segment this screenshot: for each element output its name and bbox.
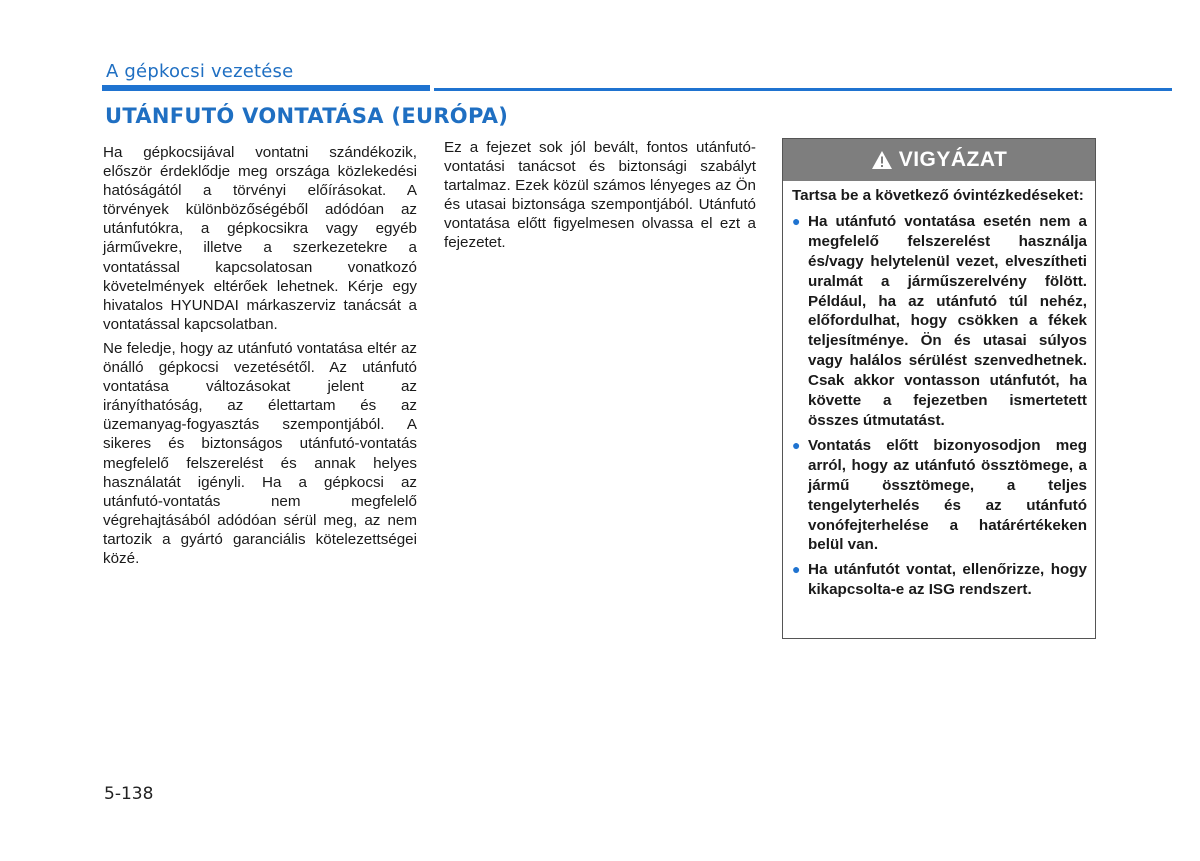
warning-bullet-text: Ha utánfutót vontat, ellenőrizze, hogy kikapcsolta-e az ISG rendszert.: [808, 561, 1087, 599]
paragraph: Ha gépkocsijával vontatni szándékozik, először érdeklődje meg országa közlekedési hatóságától a törvényi előírásokat. A törvények különbözőségéből adódóan az utánfutókra, a gépkocsikra vagy egyéb járművekre, illetve a szerkezetekre a vontatással kapcsolatosan vonatkozó követelmények eltérőek lehetnek. Kérje egy hivatalos HYUNDAI márkaszerviz tanácsát a vontatással kapcsolatban.: [103, 144, 417, 333]
warning-intro: Tartsa be a következő óvintézkedéseket:: [792, 187, 1084, 204]
paragraph: Ez a fejezet sok jól bevált, fontos utánfutó-vontatási tanácsot és biztonsági szabályt tartalmaz. Ezek közül számos lényeges az Ön és utasai biztonsága szempontjából. Utánfutó vontatása előtt figyelmesen olvassa el ezt a fejezetet.: [444, 139, 756, 252]
bullet-icon: ●: [792, 436, 801, 453]
page-title: UTÁNFUTÓ VONTATÁSA (EURÓPA): [105, 104, 509, 128]
warning-bullet-text: Ha utánfutó vontatása esetén nem a megfelelő felszerelést használja és/vagy helytelenül vezet, elveszítheti uralmát a járműszerelvény fölött. Például, ha az utánfutó túl nehéz, előfordulhat, hogy csökken a fékek teljesítménye. Ön és utasai súlyos vagy halálos sérülést szenvedhetnek. Csak akkor vontasson utánfutót, ha követte a fejezetben ismertetett összes útmutatást.: [808, 212, 1087, 429]
header-rule-thick: [102, 85, 430, 91]
warning-header: [783, 139, 1095, 181]
text-column-left: [103, 143, 417, 573]
text-column-middle: [444, 138, 756, 258]
warning-bullet: [792, 436, 1087, 555]
warning-triangle-icon: [871, 150, 893, 170]
bullet-icon: ●: [792, 561, 801, 578]
warning-bullet-text: Vontatás előtt bizonyosodjon meg arról, hogy az utánfutó össztömege, a jármű össztömege, a teljes tengelyterhelés és az utánfutó vonófejterhelése a határértékeken belül van.: [808, 436, 1087, 554]
warning-box: [782, 138, 1096, 639]
page-number: 5-138: [104, 784, 154, 804]
warning-bullet: [792, 560, 1087, 600]
warning-bullet: [792, 212, 1087, 431]
section-header: A gépkocsi vezetése: [106, 61, 294, 82]
header-rule-thin: [434, 88, 1172, 91]
paragraph: Ne feledje, hogy az utánfutó vontatása eltér az önálló gépkocsi vezetésétől. Az utánfutó vontatása változásokat jelent az irányíthatóság, az élettartam és az üzemanyag-fogyasztás szempontjából. A sikeres és biztonságos utánfutó-vontatás megfelelő felszerelést és annak helyes használatát igényli. Ha a gépkocsi az utánfutó-vontatás nem megfelelő végrehajtásából adódóan sérül meg, az nem tartozik a gyártó garanciális kötelezettségei közé.: [103, 339, 417, 567]
warning-label: VIGYÁZAT: [898, 148, 1008, 171]
bullet-icon: ●: [792, 212, 801, 229]
warning-body: [783, 181, 1095, 600]
